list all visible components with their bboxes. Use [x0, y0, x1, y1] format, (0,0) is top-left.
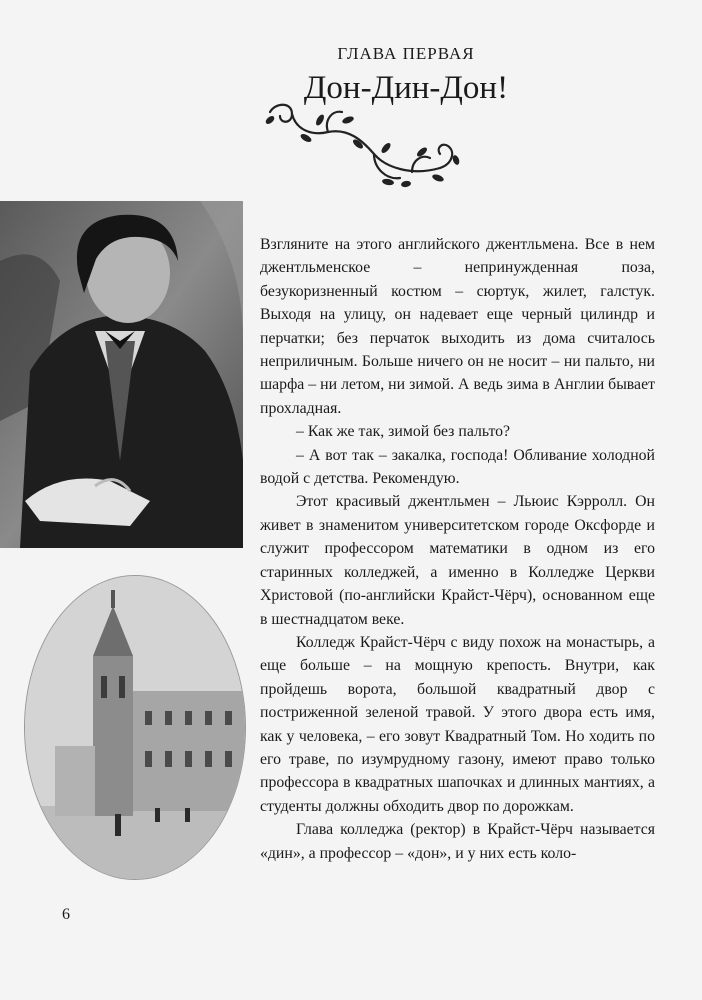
paragraph: Колледж Крайст-Чёрч с виду похож на монастырь, а еще больше – на мощную крепость. Внутри, как пройдешь ворота, большой квадратный двор с постриженной зеленой травой. У этого двора есть имя, как у человека, – его зовут Квадратный Том. Но ходить по его траве, по изумрудному газону, имеют право только профессора в квадратных шапочках и длинных мантиях, а студенты должны обходить двор по дорожкам.	[260, 633, 655, 815]
floral-ornament-icon	[262, 98, 462, 190]
chapter-label: ГЛАВА ПЕРВАЯ	[337, 44, 475, 63]
chapter-title: Дон-Дин-Дон!	[303, 70, 509, 106]
paragraph: Взгляните на этого английского джентльмена. Все в нем джентльменское – непринужденная поза, безукоризненный костюм – сюртук, жилет, галстук. Выходя на улицу, он надевает еще черный цилиндр и перчатки; без перчаток выходить из дома считалось неприличным. Больше ничего он не носит – ни пальто, ни шарфа – ни летом, ни зимой. А ведь зима в Англии бывает прохладная.	[260, 236, 655, 417]
lewis-carroll-portrait	[0, 201, 243, 548]
paragraph: – А вот так – закалка, господа! Обливание холодной водой с детства. Рекомендую.	[260, 446, 655, 488]
paragraph: Этот красивый джентльмен – Льюис Кэрролл. Он живет в знаменитом университетском городе Оксфорде и служит профессором математики в одном из его старинных колледжей, а именно в Колледже Церкви Христовой (по-английски Крайст-Чёрч), основанном еще в шестнадцатом веке.	[260, 493, 655, 628]
paragraph: – Как же так, зимой без пальто?	[296, 423, 511, 441]
main-text	[260, 233, 655, 865]
christ-church-college-illustration	[24, 575, 246, 880]
paragraph: Глава колледжа (ректор) в Крайст-Чёрч называется «дин», а профессор – «дон», и у них есть коло-	[260, 821, 655, 862]
page-number: 6	[62, 906, 70, 923]
